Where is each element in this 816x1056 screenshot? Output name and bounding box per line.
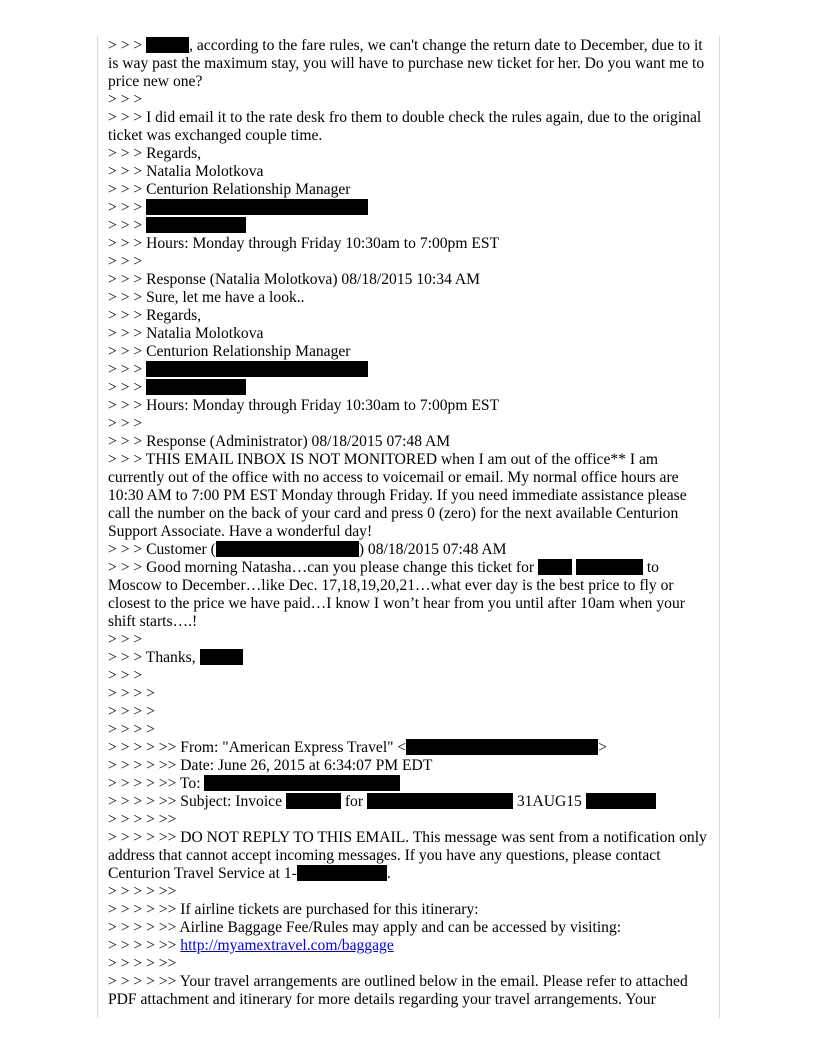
fare-rules-paragraph: > > > , according to the fare rules, we can't change the return date to December, due to it is way past the maximum stay, you will have to purchase new ticket for her. Do you want me to price new one? <box>108 37 705 90</box>
redaction-box <box>216 541 359 557</box>
redaction-box <box>146 199 368 215</box>
redaction-box <box>146 379 246 395</box>
baggage-link[interactable]: http://myamextravel.com/baggage <box>180 937 394 954</box>
redaction-box <box>586 793 656 809</box>
redaction-box <box>146 37 189 53</box>
redaction-box <box>576 559 643 575</box>
right-border <box>719 36 720 1018</box>
arrangements-paragraph: > > > > >> Your travel arrangements are outlined below in the email. Please refer to attached PDF attachment and itinerary for more details regarding your travel arrangements. Your <box>108 973 688 1008</box>
redaction-box <box>146 217 246 233</box>
from-header: > > > > >> From: "American Express Travel" < > <box>108 739 608 756</box>
left-border <box>97 36 98 1018</box>
redaction-box <box>286 793 341 809</box>
rate-desk-paragraph: > > > I did email it to the rate desk fro them to double check the rules again, due to the original ticket was exchanged couple time. <box>108 109 702 144</box>
redaction-box <box>367 793 513 809</box>
customer-header: > > > Customer ( ) 08/18/2015 07:48 AM <box>108 541 507 558</box>
redaction-box <box>538 559 572 575</box>
redaction-box <box>297 865 387 881</box>
redaction-box <box>146 361 368 377</box>
subject-header: > > > > >> Subject: Invoice for 31AUG15 <box>108 793 711 811</box>
response-header: > > > Response (Natalia Molotkova) 08/18/2015 10:34 AM <box>108 271 481 288</box>
redaction-box <box>200 649 243 665</box>
email-thread: > > > , according to the fare rules, we can't change the return date to December, due to it is way past the maximum stay, you will have to purchase new ticket for her. Do you want me to price new one? > > > > > > I did email it to the rate desk fro them to double check the rules again, due to the original ticket was exchanged couple time. > > > Regards, > > > Natalia Molotkova > > > Centurion Relationship Manager > > > > > > > > > Hours: Monday through Friday 10:30am to 7:00pm EST > > > > > > Response (Natalia Molotkova) 08/18/2015 10:34 AM > > > Sure, let me have a look.. > > > Regards, > > > Natalia Molotkova > > > Centurion Relationship Manager > > > > > > > > > Hours: Monday through Friday 10:30am to 7:00pm EST > > > > > > Response (Administrator) 08/18/2015 07:48 AM > > > THIS EMAIL INBOX IS NOT MONITORED when I am out of the office** I am currently out of the office with no access to voicemail or email. My normal office hours are 10:30 AM to 7:00 PM EST Monday through Friday. If you need immediate assistance please call the number on the back of your card and press 0 (zero) for the next available Centurion Support Associate. Have a wonderful day! > > > Customer ( ) 08/18/2015 07:48 AM > > > Good morning Natasha…can you please change this ticket for to Moscow to December…like Dec. 17,18,19,20,21…what ever day is the best price to fly or closest to the price we have paid…I know I won’t hear from you until after 10am when your shift starts….! > > > > > > Thanks, > > > > > > > > > > > > > > > > > > > >> From: "American Express Travel" < > > > > > >> Date: June 26, 2015 at 6:34:07 PM EDT > > > > >> To: > > > > >> Subject: Invoice for 31AUG15 > > > > >> > > > > >> DO NOT REPLY TO THIS EMAIL. This message was sent from a notification only address that cannot accept incoming messages. If you have any questions, please contact Centurion Travel Service at 1- . > > > > >> > > > > >> If airline tickets are purchased for this itinerary: > > > > >> Airline Baggage Fee/Rules may apply and can be accessed by visiting: > > > > >> http://myamextravel.com/baggage > > > > >> > > > > >> Your travel arrangements are outlined below in the email. Please refer to attached PDF attachment and itinerary for more details regarding your travel arrangements. Your <box>108 37 711 1009</box>
date-header: > > > > >> Date: June 26, 2015 at 6:34:07 PM EDT <box>108 757 433 774</box>
good-morning-paragraph: > > > Good morning Natasha…can you please change this ticket for to Moscow to December…like Dec. 17,18,19,20,21…what ever day is the best price to fly or closest to the price we have paid…I know I won’t hear from you until after 10am when your shift starts….! <box>108 559 685 630</box>
inbox-not-monitored-paragraph: > > > THIS EMAIL INBOX IS NOT MONITORED when I am out of the office** I am currently out of the office with no access to voicemail or email. My normal office hours are 10:30 AM to 7:00 PM EST Monday through Friday. If you need immediate assistance please call the number on the back of your card and press 0 (zero) for the next available Centurion Support Associate. Have a wonderful day! <box>108 451 687 540</box>
redaction-box <box>204 775 400 791</box>
no-reply-paragraph: > > > > >> DO NOT REPLY TO THIS EMAIL. This message was sent from a notification only address that cannot accept incoming messages. If you have any questions, please contact Centurion Travel Service at 1- . <box>108 829 707 882</box>
redaction-box <box>406 739 598 755</box>
response-header: > > > Response (Administrator) 08/18/2015 07:48 AM <box>108 433 451 450</box>
to-header: > > > > >> To: <box>108 775 711 793</box>
